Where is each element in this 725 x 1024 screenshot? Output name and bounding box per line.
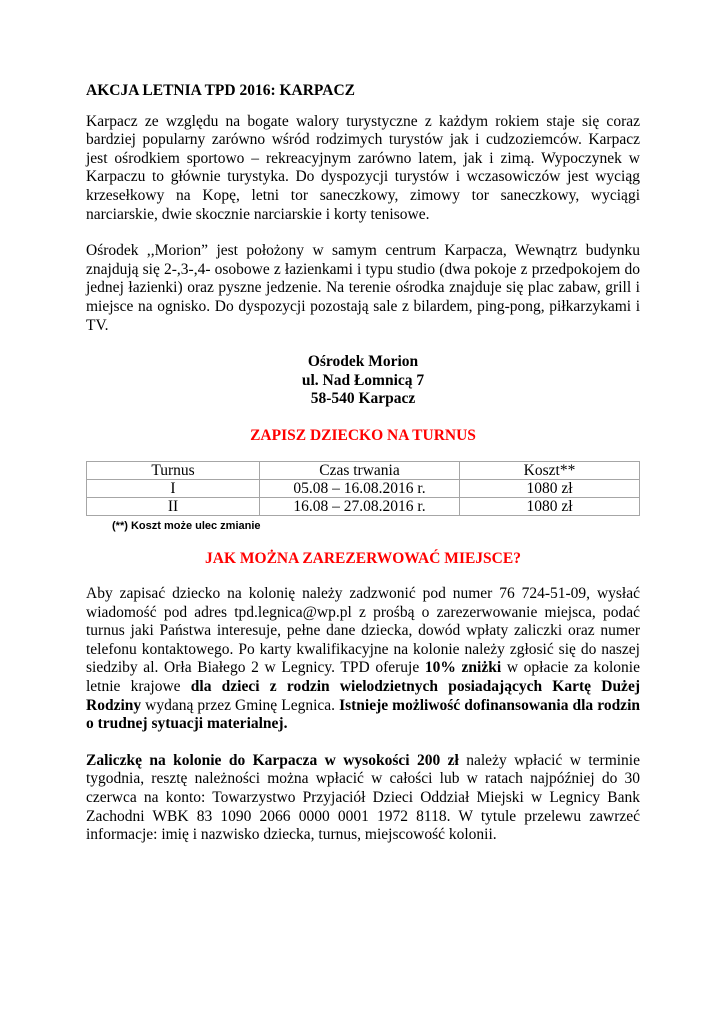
reservation-text: wydaną przez Gminę Legnica. xyxy=(141,696,340,714)
address-line-1: Ośrodek Morion xyxy=(307,353,419,371)
table-header-cell: Koszt** xyxy=(460,461,640,479)
discount-highlight: 10% zniżki xyxy=(424,659,502,677)
resort-address xyxy=(86,353,640,409)
reservation-text: Aby zapisać dziecko na kolonię należy zadzwonić pod numer 76 724-51-09, wysłać wiadomość pod adres tpd.legnica@wp.pl z prośbą o zarezerwowanie miejsca, podać turnus jaki Państwa interesuje, pełne dane dziecka, dowód wpłaty zaliczki oraz numer telefonu kontaktowego. Po karty kwalifikacyjne na kolonie należy zgłosić się do naszej siedziby al. Orła Białego 2 w Legnicy. TPD oferuje xyxy=(86,585,640,677)
turnus-table xyxy=(86,461,640,516)
large-family-highlight: dla dzieci z rodzin wielodzietnych posiadających Kartę Dużej Rodziny xyxy=(86,678,640,714)
reservation-text: w opłacie za kolonie letnie krajowe xyxy=(86,659,640,696)
table-header-cell: Czas trwania xyxy=(260,461,460,479)
address-line-2: ul. Nad Łomnicą 7 xyxy=(301,371,425,389)
table-header-cell: Turnus xyxy=(87,461,260,479)
table-row xyxy=(87,479,640,497)
reservation-paragraph xyxy=(86,585,640,734)
address-line-3: 58-540 Karpacz xyxy=(310,390,416,408)
document-page xyxy=(86,82,640,845)
table-cell: I xyxy=(87,479,260,497)
table-row xyxy=(87,497,640,515)
signup-heading: ZAPISZ DZIECKO NA TURNUS xyxy=(250,426,476,444)
deposit-highlight: Zaliczkę na kolonie do Karpacza w wysokości 200 zł xyxy=(86,751,459,769)
table-cell: II xyxy=(87,497,260,515)
intro-paragraph: Karpacz ze względu na bogate walory turystyczne z każdym rokiem staje się coraz bardziej popularny zarówno wśród rodzimych turystów jak i cudzoziemców. Karpacz jest ośrodkiem sportowo – rekreacyjnym zarówno latem, jak i zimą. Wypoczynek w Karpaczu to głównie turystyka. Do dyspozycji turystów i wczasowiczów jest wyciąg krzesełkowy na Kopę, letni tor saneczkowy, zimowy tor saneczkowy, wyciągi narciarskie, dwie skocznie narciarskie i korty tenisowe. xyxy=(86,112,640,223)
table-cell: 1080 zł xyxy=(460,479,640,497)
reservation-heading: JAK MOŻNA ZAREZERWOWAĆ MIEJSCE? xyxy=(205,549,521,567)
table-cell: 05.08 – 16.08.2016 r. xyxy=(260,479,460,497)
cost-footnote: (**) Koszt może ulec zmianie xyxy=(112,519,261,532)
spacer xyxy=(86,533,640,550)
document-title: AKCJA LETNIA TPD 2016: KARPACZ xyxy=(86,82,355,99)
funding-highlight: Istnieje możliwość dofinansowania dla rodzin o trudnej sytuacji materialnej. xyxy=(86,696,640,733)
spacer xyxy=(86,734,640,752)
spacer xyxy=(86,335,640,353)
table-header-row xyxy=(87,461,640,479)
table-cell: 16.08 – 27.08.2016 r. xyxy=(260,497,460,515)
spacer xyxy=(86,568,640,585)
resort-description-paragraph: Ośrodek ,,Morion” jest położony w samym centrum Karpacza, Wewnątrz budynku znajdują się 2-,3-,4- osobowe z łazienkami i typu studio (dwa pokoje z przedpokojem do jednej łazienki) oraz pyszne jedzenie. Na terenie ośrodka znajduje się plac zabaw, grill i miejsce na ognisko. Do dyspozycji pozostają sale z bilardem, ping-pong, piłkarzykami i TV. xyxy=(86,242,640,334)
payment-text: należy wpłacić w terminie tygodnia, resztę należności można wpłacić w całości lub w ratach najpóźniej do 30 czerwca na konto: Towarzystwo Przyjaciół Dzieci Oddział Miejski w Legnicy Bank Zachodni WBK 83 1090 2066 0000 0001 1972 8118. W tytule przelewu zawrzeć informacje: imię i nazwisko dziecka, turnus, miejscowość kolonii. xyxy=(86,751,640,844)
spacer xyxy=(86,409,640,427)
table-cell: 1080 zł xyxy=(460,497,640,515)
spacer xyxy=(86,224,640,242)
payment-paragraph xyxy=(86,752,640,845)
